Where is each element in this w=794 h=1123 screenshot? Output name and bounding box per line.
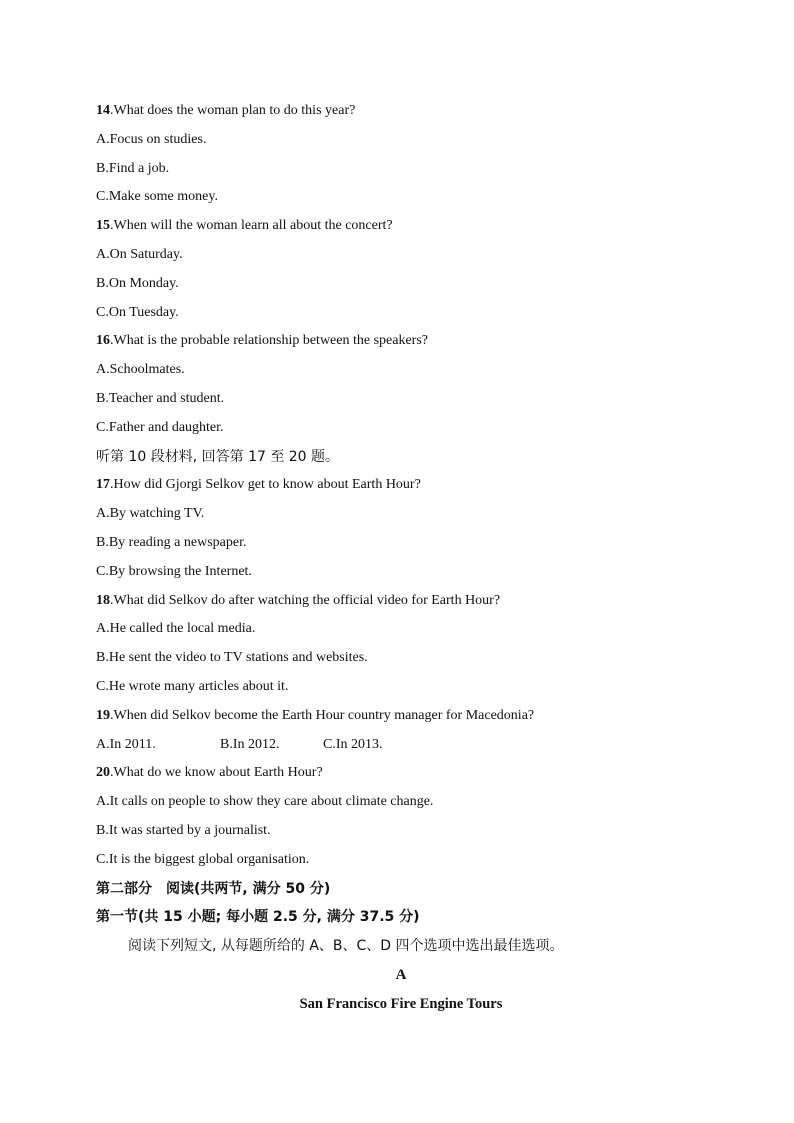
- option-b: B.In 2012.: [220, 736, 280, 752]
- option-a: A.Schoolmates.: [96, 362, 185, 378]
- question-18: [96, 587, 706, 616]
- option-a: A.On Saturday.: [96, 246, 183, 262]
- question-number: 14: [96, 103, 110, 118]
- option-b: B.Find a job.: [96, 160, 170, 176]
- option-b: B.It was started by a journalist.: [96, 822, 271, 838]
- question-16: [96, 327, 706, 356]
- option-b: B.By reading a newspaper.: [96, 534, 247, 550]
- option-c: C.He wrote many articles about it.: [96, 678, 289, 694]
- question-text: .What is the probable relationship between the speakers?: [110, 333, 428, 349]
- question-15: [96, 212, 706, 241]
- option-a: A.In 2011.: [96, 736, 156, 752]
- question-text: .When did Selkov become the Earth Hour country manager for Macedonia?: [110, 707, 535, 723]
- question-text: .What does the woman plan to do this year?: [110, 103, 356, 118]
- question-number: 19: [96, 707, 110, 723]
- exam-page: [96, 97, 706, 1019]
- section-one-heading: 第一节(共 15 小题; 每小题 2.5 分, 满分 37.5 分): [96, 909, 420, 926]
- question-number: 18: [96, 592, 110, 608]
- option-a: A.By watching TV.: [96, 506, 205, 522]
- question-text: .What did Selkov do after watching the official video for Earth Hour?: [110, 592, 501, 608]
- question-19: [96, 702, 706, 731]
- option-b: B.Teacher and student.: [96, 390, 225, 406]
- question-text: .What do we know about Earth Hour?: [110, 765, 323, 781]
- reading-instruction: 阅读下列短文, 从每题所给的 A、B、C、D 四个选项中选出最佳选项。: [128, 938, 564, 955]
- question-20: [96, 759, 706, 788]
- option-a: A.Focus on studies.: [96, 131, 207, 147]
- question-number: 15: [96, 218, 110, 234]
- option-c: C.By browsing the Internet.: [96, 563, 252, 579]
- question-text: .How did Gjorgi Selkov get to know about Earth Hour?: [110, 477, 421, 493]
- passage-label: A: [395, 966, 407, 983]
- option-c: C.On Tuesday.: [96, 304, 179, 320]
- option-b: B.On Monday.: [96, 275, 179, 291]
- option-b: B.He sent the video to TV stations and websites.: [96, 650, 368, 666]
- option-c: C.Make some money.: [96, 189, 218, 205]
- question-17: [96, 471, 706, 500]
- option-a: A.It calls on people to show they care about climate change.: [96, 794, 434, 810]
- option-c: C.It is the biggest global organisation.: [96, 851, 310, 867]
- options-row: [96, 731, 706, 760]
- option-c: C.In 2013.: [323, 736, 383, 752]
- option-c: C.Father and daughter.: [96, 419, 224, 435]
- question-number: 17: [96, 477, 110, 493]
- question-text: .When will the woman learn all about the concert?: [110, 218, 393, 234]
- part-two-heading: 第二部分 阅读(共两节, 满分 50 分): [96, 880, 331, 897]
- question-number: 20: [96, 765, 110, 781]
- question-14: [96, 97, 706, 126]
- option-a: A.He called the local media.: [96, 621, 256, 637]
- question-number: 16: [96, 333, 110, 349]
- passage-title: San Francisco Fire Engine Tours: [299, 995, 503, 1012]
- listening-instruction: 听第 10 段材料, 回答第 17 至 20 题。: [96, 448, 340, 465]
